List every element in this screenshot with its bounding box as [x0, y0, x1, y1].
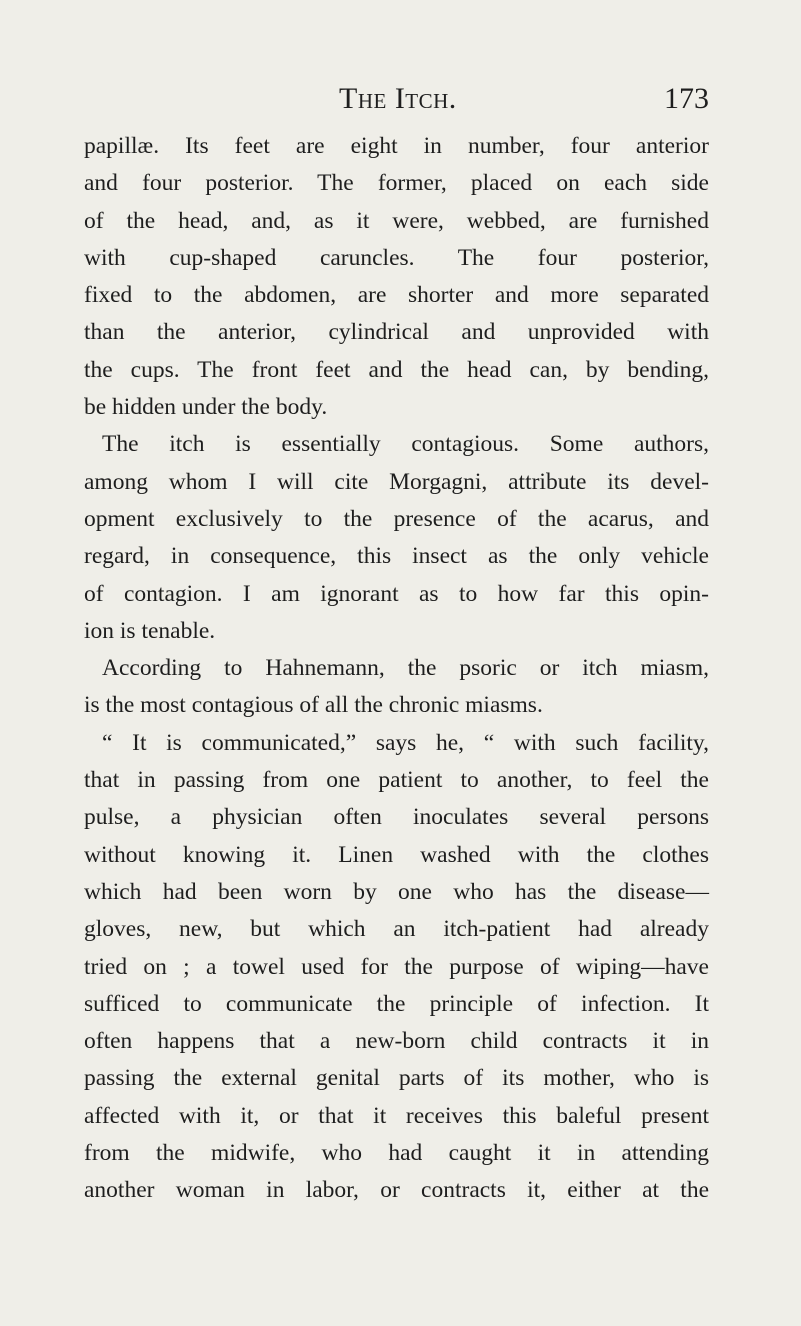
text-line: regard, in consequence, this insect as the only vehicle	[84, 543, 709, 570]
page-number: 173	[664, 82, 709, 115]
text-line: and four posterior. The former, placed on each side	[84, 170, 709, 197]
text-line: than the anterior, cylindrical and unprovided with	[84, 319, 709, 346]
text-line: opment exclusively to the presence of the acarus, and	[84, 505, 709, 532]
text-line: the cups. The front feet and the head can, by bending,	[84, 356, 709, 383]
text-line: among whom I will cite Morgagni, attribute its devel-	[84, 468, 709, 495]
text-line: ion is tenable.	[84, 617, 216, 644]
text-line: fixed to the abdomen, are shorter and more separated	[84, 282, 709, 309]
text-line: pulse, a physician often inoculates several persons	[84, 804, 709, 831]
text-line: gloves, new, but which an itch-patient had already	[84, 916, 709, 943]
text-line: another woman in labor, or contracts it, either at the	[84, 1177, 709, 1204]
text-line: According to Hahnemann, the psoric or itch miasm,	[102, 655, 709, 682]
text-line: of the head, and, as it were, webbed, are furnished	[84, 207, 709, 234]
text-line: sufficed to communicate the principle of infection. It	[84, 990, 709, 1017]
running-title: The Itch.	[339, 82, 457, 115]
text-line: with cup-shaped caruncles. The four posterior,	[84, 244, 709, 271]
text-line: from the midwife, who had caught it in attending	[84, 1140, 709, 1167]
text-line: affected with it, or that it receives this baleful present	[84, 1102, 709, 1129]
text-line: without knowing it. Linen washed with the clothes	[84, 841, 709, 868]
text-line: “ It is communicated,” says he, “ with such facility,	[102, 729, 709, 756]
text-line: papillæ. Its feet are eight in number, four anterior	[84, 133, 709, 159]
body-text	[84, 128, 709, 1210]
text-line: often happens that a new-born child contracts it in	[84, 1028, 709, 1055]
text-line: The itch is essentially contagious. Some authors,	[102, 431, 709, 458]
text-line: which had been worn by one who has the disease—	[84, 878, 709, 905]
text-line: passing the external genital parts of its mother, who is	[84, 1065, 709, 1092]
text-line: of contagion. I am ignorant as to how far this opin-	[84, 580, 709, 607]
text-line: that in passing from one patient to another, to feel the	[84, 767, 709, 794]
page-header	[84, 82, 709, 122]
text-line: tried on ; a towel used for the purpose of wiping—have	[84, 953, 709, 980]
text-line: be hidden under the body.	[84, 394, 328, 421]
text-line: is the most contagious of all the chronic miasms.	[84, 692, 543, 719]
